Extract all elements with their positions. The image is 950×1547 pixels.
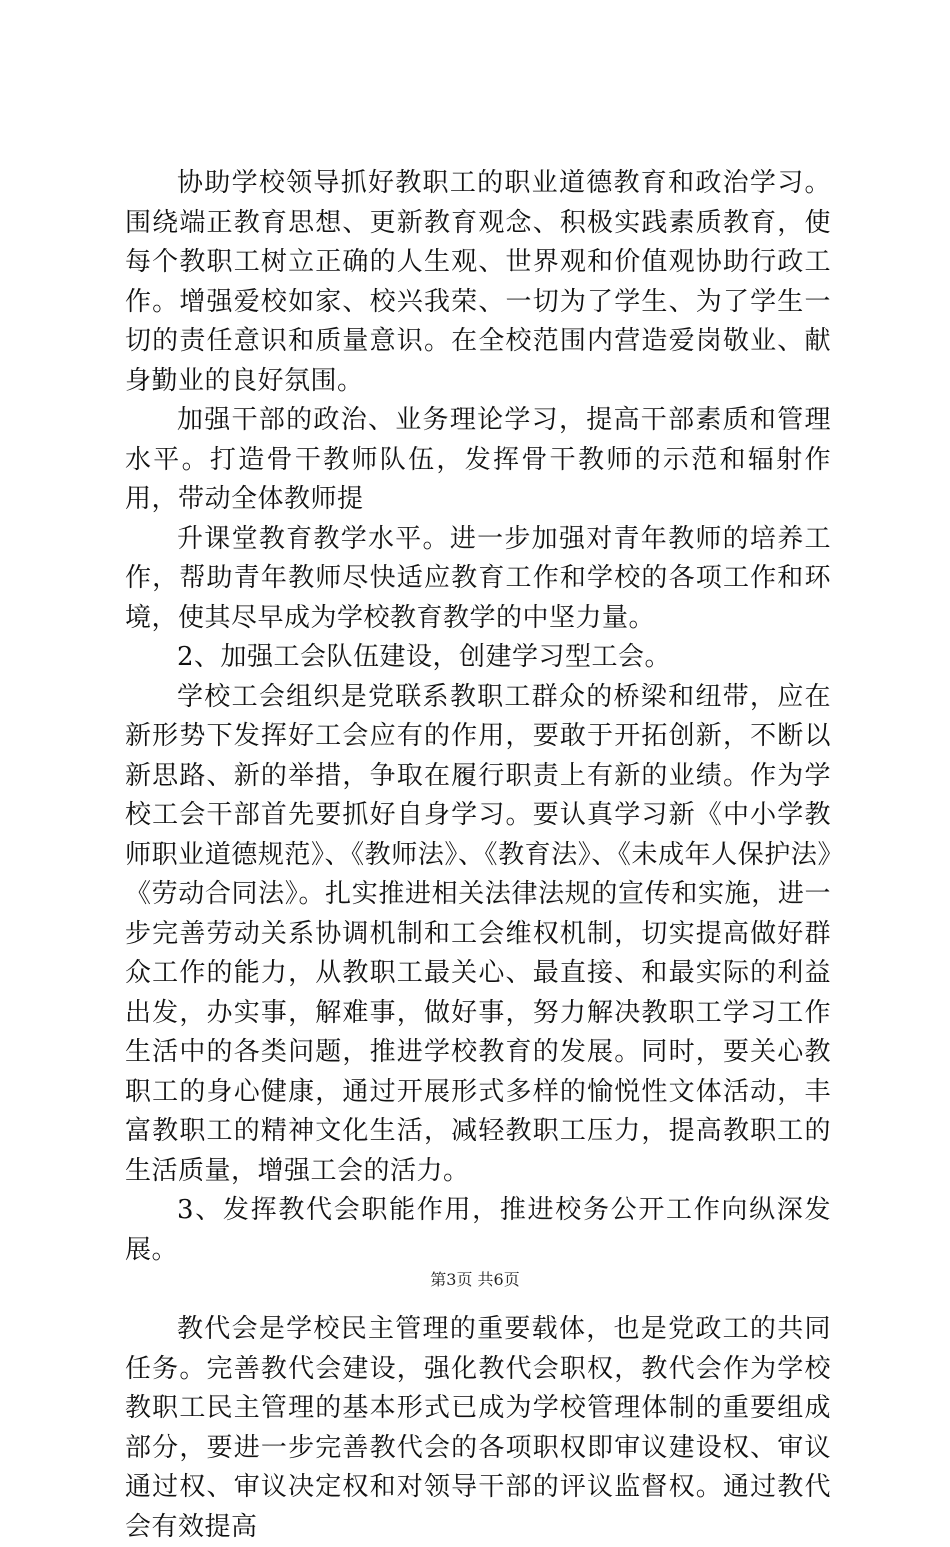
section-heading-2: 2、加强工会队伍建设，创建学习型工会。 xyxy=(177,642,672,672)
page-footer: 第3页 共6页 xyxy=(430,1270,520,1289)
paragraph-3: 升课堂教育教学水平。进一步加强对青年教师的培养工作，帮助青年教师尽快适应教育工作和学校的各项工作和环境，使其尽早成为学校教育教学的中坚力量。 xyxy=(125,523,831,633)
paragraph-4: 学校工会组织是党联系教职工群众的桥梁和纽带，应在新形势下发挥好工会应有的作用，要敢于开拓创新，不断以新思路、新的举措，争取在履行职责上有新的业绩。作为学校工会干部首先要抓好自身学习。要认真学习新《中小学教师职业道德规范》、《教师法》、《教育法》、《未成年人保护法》《劳动合同法》。扎实推进相关法律法规的宣传和实施，进一步完善劳动关系协调机制和工会维权机制，切实提高做好群众工作的能力，从教职工最关心、最直接、和最实际的利益出发，办实事，解难事，做好事，努力解决教职工学习工作生活中的各类问题，推进学校教育的发展。同时，要关心教职工的身心健康，通过开展形式多样的愉悦性文体活动，丰富教职工的精神文化生活，减轻教职工压力，提高教职工的生活质量，增强工会的活力。 xyxy=(125,681,831,1186)
document-body xyxy=(125,164,831,1547)
paragraph-2: 加强干部的政治、业务理论学习，提高干部素质和管理水平。打造骨干教师队伍，发挥骨干教师的示范和辐射作用，带动全体教师提 xyxy=(125,405,831,514)
paragraph-1: 协助学校领导抓好教职工的职业道德教育和政治学习。围绕端正教育思想、更新教育观念、积极实践素质教育，使每个教职工树立正确的人生观、世界观和价值观协助行政工作。增强爱校如家、校兴我荣、一切为了学生、为了学生一切的责任意识和质量意识。在全校范围内营造爱岗敬业、献身勤业的良好氛围。 xyxy=(125,168,831,396)
paragraph-5: 教代会是学校民主管理的重要载体，也是党政工的共同任务。完善教代会建设，强化教代会职权，教代会作为学校教职工民主管理的基本形式已成为学校管理体制的重要组成部分，要进一步完善教代会的各项职权即审议建设权、审议通过权、审议决定权和对领导干部的评议监督权。通过教代会有效提高 xyxy=(125,1314,831,1542)
section-heading-3: 3、发挥教代会职能作用，推进校务公开工作向纵深发展。 xyxy=(125,1195,831,1265)
